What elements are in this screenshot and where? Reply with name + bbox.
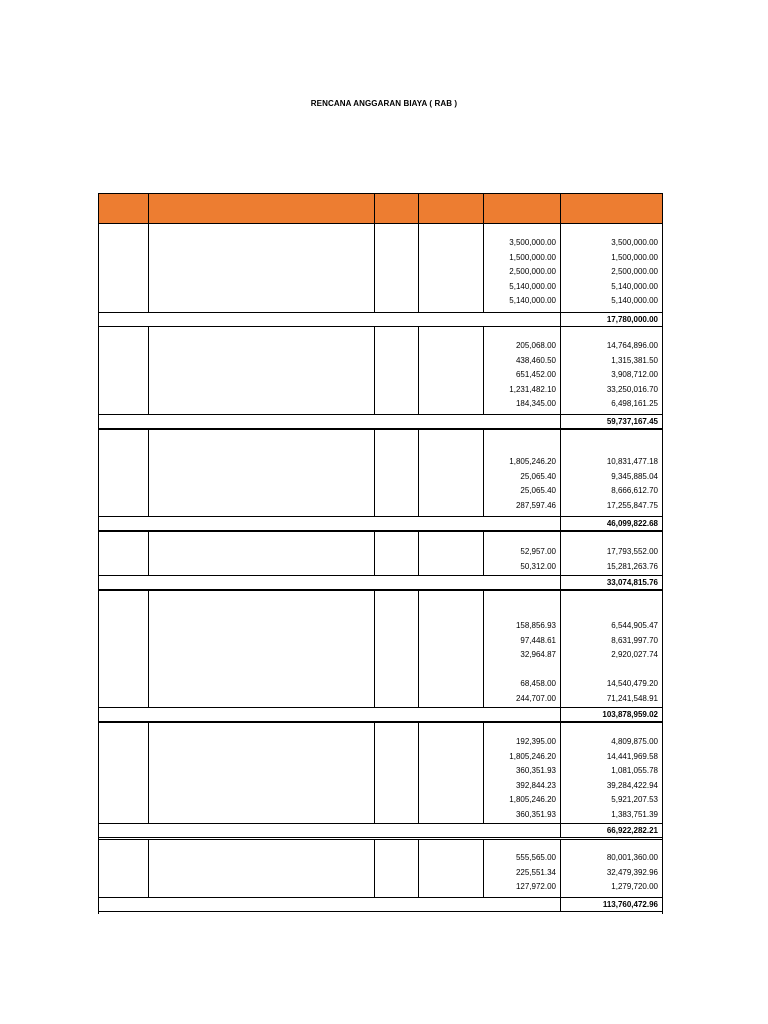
amount-cell: 1,500,000.00	[611, 253, 658, 262]
column-divider	[483, 224, 484, 312]
unit-price-cell: 32,964.87	[520, 650, 556, 659]
column-divider	[560, 429, 561, 516]
unit-price-cell: 52,957.00	[520, 547, 556, 556]
header-cell-amount	[561, 193, 662, 224]
unit-price-cell: 287,597.46	[515, 501, 556, 510]
total-row-top-border	[98, 414, 663, 415]
column-divider	[148, 839, 149, 897]
total-row-top-border	[98, 575, 663, 576]
column-divider	[374, 722, 375, 823]
document-title: RENCANA ANGGARAN BIAYA ( RAB )	[310, 99, 458, 108]
total-column-divider	[560, 897, 561, 912]
amount-cell: 5,921,207.53	[611, 795, 658, 804]
amount-cell: 1,081,055.78	[611, 766, 658, 775]
total-row-top-border	[98, 897, 663, 898]
header-column-divider	[374, 193, 375, 224]
total-row-top-border	[98, 707, 663, 708]
amount-cell: 2,920,027.74	[611, 650, 658, 659]
unit-price-cell: 3,500,000.00	[509, 238, 556, 247]
amount-cell: 10,831,477.18	[606, 457, 658, 466]
column-divider	[148, 429, 149, 516]
section-top-border	[98, 590, 663, 591]
amount-cell: 3,908,712.00	[611, 370, 658, 379]
unit-price-cell: 5,140,000.00	[509, 282, 556, 291]
unit-price-cell: 225,551.34	[515, 868, 556, 877]
amount-cell: 1,383,751.39	[611, 810, 658, 819]
column-divider	[483, 429, 484, 516]
section-total: 33,074,815.76	[606, 578, 658, 587]
unit-price-cell: 2,500,000.00	[509, 267, 556, 276]
column-divider	[483, 531, 484, 575]
column-divider	[418, 839, 419, 897]
amount-cell: 8,631,997.70	[611, 636, 658, 645]
amount-cell: 2,500,000.00	[611, 267, 658, 276]
total-column-divider	[560, 575, 561, 590]
section-total: 66,922,282.21	[606, 826, 658, 835]
unit-price-cell: 97,448.61	[520, 636, 556, 645]
amount-cell: 80,001,360.00	[606, 853, 658, 862]
column-divider	[560, 224, 561, 312]
column-divider	[560, 722, 561, 823]
column-divider	[483, 590, 484, 707]
amount-cell: 5,140,000.00	[611, 296, 658, 305]
column-divider	[148, 326, 149, 414]
column-divider	[374, 839, 375, 897]
section-total: 103,878,959.02	[602, 710, 658, 719]
header-column-divider	[148, 193, 149, 224]
column-divider	[374, 326, 375, 414]
table-border-left	[98, 193, 99, 914]
column-divider	[418, 326, 419, 414]
unit-price-cell: 127,972.00	[515, 882, 556, 891]
section-top-border	[98, 839, 663, 840]
column-divider	[418, 429, 419, 516]
header-column-divider	[483, 193, 484, 224]
amount-cell: 6,498,161.25	[611, 399, 658, 408]
header-cell-volume	[375, 193, 418, 224]
rab-table	[98, 193, 663, 914]
total-row-bottom-border	[98, 911, 663, 912]
table-border-top	[98, 193, 663, 194]
unit-price-cell: 1,805,246.20	[509, 795, 556, 804]
column-divider	[483, 326, 484, 414]
unit-price-cell: 192,395.00	[515, 737, 556, 746]
unit-price-cell: 392,844.23	[515, 781, 556, 790]
total-column-divider	[560, 823, 561, 838]
unit-price-cell: 360,351.93	[515, 766, 556, 775]
header-cell-description	[149, 193, 374, 224]
column-divider	[418, 531, 419, 575]
section-top-border	[98, 326, 663, 327]
column-divider	[148, 722, 149, 823]
unit-price-cell: 5,140,000.00	[509, 296, 556, 305]
column-divider	[483, 722, 484, 823]
total-column-divider	[560, 312, 561, 327]
amount-cell: 17,255,847.75	[606, 501, 658, 510]
amount-cell: 4,809,875.00	[611, 737, 658, 746]
unit-price-cell: 205,068.00	[515, 341, 556, 350]
column-divider	[148, 590, 149, 707]
header-column-divider	[560, 193, 561, 224]
section-top-border	[98, 429, 663, 430]
column-divider	[418, 224, 419, 312]
header-cell-unit-price	[484, 193, 560, 224]
amount-cell: 39,284,422.94	[606, 781, 658, 790]
section-total: 17,780,000.00	[606, 315, 658, 324]
unit-price-cell: 1,805,246.20	[509, 457, 556, 466]
column-divider	[418, 590, 419, 707]
amount-cell: 14,540,479.20	[606, 679, 658, 688]
total-row-bottom-border	[98, 837, 663, 838]
amount-cell: 5,140,000.00	[611, 282, 658, 291]
unit-price-cell: 1,805,246.20	[509, 752, 556, 761]
column-divider	[148, 531, 149, 575]
amount-cell: 1,279,720.00	[611, 882, 658, 891]
amount-cell: 14,764,896.00	[606, 341, 658, 350]
header-cell-unit	[419, 193, 483, 224]
unit-price-cell: 158,856.93	[515, 621, 556, 630]
total-column-divider	[560, 516, 561, 531]
amount-cell: 33,250,016.70	[606, 385, 658, 394]
unit-price-cell: 25,065.40	[520, 486, 556, 495]
amount-cell: 6,544,905.47	[611, 621, 658, 630]
unit-price-cell: 25,065.40	[520, 472, 556, 481]
amount-cell: 15,281,263.76	[606, 562, 658, 571]
column-divider	[374, 590, 375, 707]
amount-cell: 14,441,969.58	[606, 752, 658, 761]
section-total: 46,099,822.68	[606, 519, 658, 528]
column-divider	[560, 326, 561, 414]
unit-price-cell: 244,707.00	[515, 694, 556, 703]
column-divider	[148, 224, 149, 312]
amount-cell: 3,500,000.00	[611, 238, 658, 247]
total-row-top-border	[98, 312, 663, 313]
header-cell-no	[99, 193, 148, 224]
amount-cell: 9,345,885.04	[611, 472, 658, 481]
unit-price-cell: 1,500,000.00	[509, 253, 556, 262]
header-column-divider	[418, 193, 419, 224]
unit-price-cell: 651,452.00	[515, 370, 556, 379]
unit-price-cell: 1,231,482.10	[509, 385, 556, 394]
unit-price-cell: 68,458.00	[520, 679, 556, 688]
column-divider	[560, 531, 561, 575]
column-divider	[483, 839, 484, 897]
unit-price-cell: 360,351.93	[515, 810, 556, 819]
total-row-top-border	[98, 823, 663, 824]
amount-cell: 71,241,548.91	[606, 694, 658, 703]
column-divider	[374, 531, 375, 575]
section-top-border	[98, 722, 663, 723]
table-border-right	[662, 193, 663, 914]
unit-price-cell: 555,565.00	[515, 853, 556, 862]
total-column-divider	[560, 707, 561, 722]
column-divider	[374, 224, 375, 312]
amount-cell: 8,666,612.70	[611, 486, 658, 495]
section-total: 59,737,167.45	[606, 417, 658, 426]
section-total: 113,760,472.96	[602, 900, 658, 909]
total-column-divider	[560, 414, 561, 429]
unit-price-cell: 50,312.00	[520, 562, 556, 571]
header-divider	[98, 223, 663, 224]
column-divider	[560, 590, 561, 707]
total-row-top-border	[98, 516, 663, 517]
column-divider	[560, 839, 561, 897]
column-divider	[374, 429, 375, 516]
unit-price-cell: 438,460.50	[515, 356, 556, 365]
column-divider	[418, 722, 419, 823]
unit-price-cell: 184,345.00	[515, 399, 556, 408]
section-top-border	[98, 531, 663, 532]
amount-cell: 32,479,392.96	[606, 868, 658, 877]
amount-cell: 17,793,552.00	[606, 547, 658, 556]
amount-cell: 1,315,381.50	[611, 356, 658, 365]
